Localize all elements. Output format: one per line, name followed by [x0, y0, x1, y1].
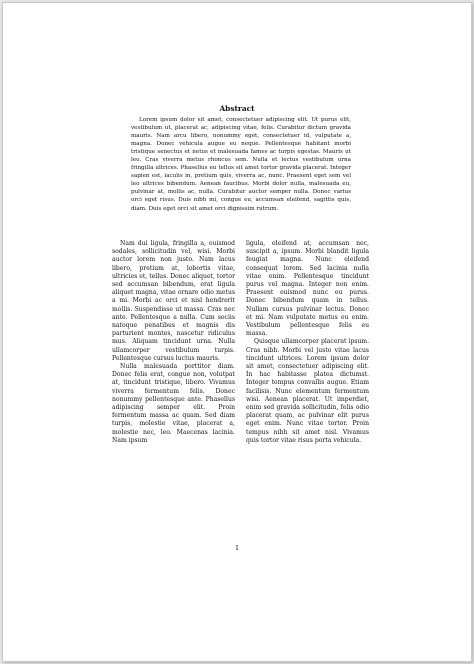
document-page [2, 2, 472, 662]
text-column-left [112, 240, 235, 445]
paragraph: Nam dui ligula, fringilla a, euismod sodales, sollicitudin vel, wisi. Morbi auctor lorem non justo. Nam lacus libero, pretium at, lobortis vitae, ultricies et, tellus. Donec aliquet, tortor sed accumsan bibendum, erat ligula aliquet magna, vitae ornare odio metus a mi. Morbi ac orci et nisl hendrerit mollis. Suspendisse ut massa. Cras nec ante. Pellentesque a nulla. Cum sociis natoque penatibus et magnis dis parturient montes, nascetur ridiculus mus. Aliquam tincidunt urna. Nulla ullamcorper vestibulum turpis. Pellentesque cursus luctus mauris. [112, 240, 235, 362]
abstract-text: Lorem ipsum dolor sit amet, consectetuer adipiscing elit. Ut purus elit, vestibulum ut, placerat ac, adipiscing vitae, felis. Curabitur dictum gravida mauris. Nam arcu libero, nonummy eget, consectetuer id, vulputate a, magna. Donec vehicula augue eu neque. Pellentesque habitant morbi tristique senectus et netus et malesuada fames ac turpis egestas. Mauris ut leo. Cras viverra metus rhoncus sem. Nulla et lectus vestibulum urna fringilla ultrices. Phasellus eu tellus sit amet tortor gravida placerat. Integer sapien est, iaculis in, pretium quis, viverra ac, nunc. Praesent eget sem vel leo ultrices bibendum. Aenean faucibus. Morbi dolor nulla, malesuada eu, pulvinar at, mollis ac, nulla. Curabitur auctor semper nulla. Donec varius orci eget risus. Duis nibh mi, congue eu, accumsan eleifend, sagittis quis, diam. Duis eget orci sit amet orci dignissim rutrum. [131, 117, 351, 212]
page-number: 1 [234, 544, 240, 552]
paragraph-continuation: ligula, eleifend at, accumsan nec, suscipit a, ipsum. Morbi blandit ligula feugiat magna. Nunc eleifend consequat lorem. Sed lacinia nulla vitae enim. Pellentesque tincidunt purus vel magna. Integer non enim. Praesent euismod nunc eu purus. Donec bibendum quam in tellus. Nullam cursus pulvinar lectus. Donec et mi. Nam vulputate metus eu enim. Vestibulum pellentesque felis eu massa. [246, 240, 369, 338]
text-column-right [246, 240, 369, 445]
paragraph: Nulla malesuada porttitor diam. Donec felis erat, congue non, volutpat at, tincidunt tristique, libero. Vivamus viverra fermentum felis. Donec nonummy pellentesque ante. Phasellus adipiscing semper elit. Proin fermentum massa ac quam. Sed diam turpis, molestie vitae, placerat a, molestie nec, leo. Maecenas lacinia. Nam ipsum [112, 363, 235, 444]
paragraph: Quisque ullamcorper placerat ipsum. Cras nibh. Morbi vel justo vitae lacus tincidunt ultrices. Lorem ipsum dolor sit amet, consectetuer adipiscing elit. In hac habitasse platea dictumst. Integer tempus convallis augue. Etiam facilisis. Nunc elementum fermentum wisi. Aenean placerat. Ut imperdiet, enim sed gravida sollicitudin, felis odio placerat quam, ac pulvinar elit purus eget enim. Nunc vitae tortor. Proin tempus nibh sit amet nisl. Vivamus quis tortor vitae risus porta vehicula. [246, 338, 370, 444]
abstract-heading: Abstract [219, 104, 255, 113]
